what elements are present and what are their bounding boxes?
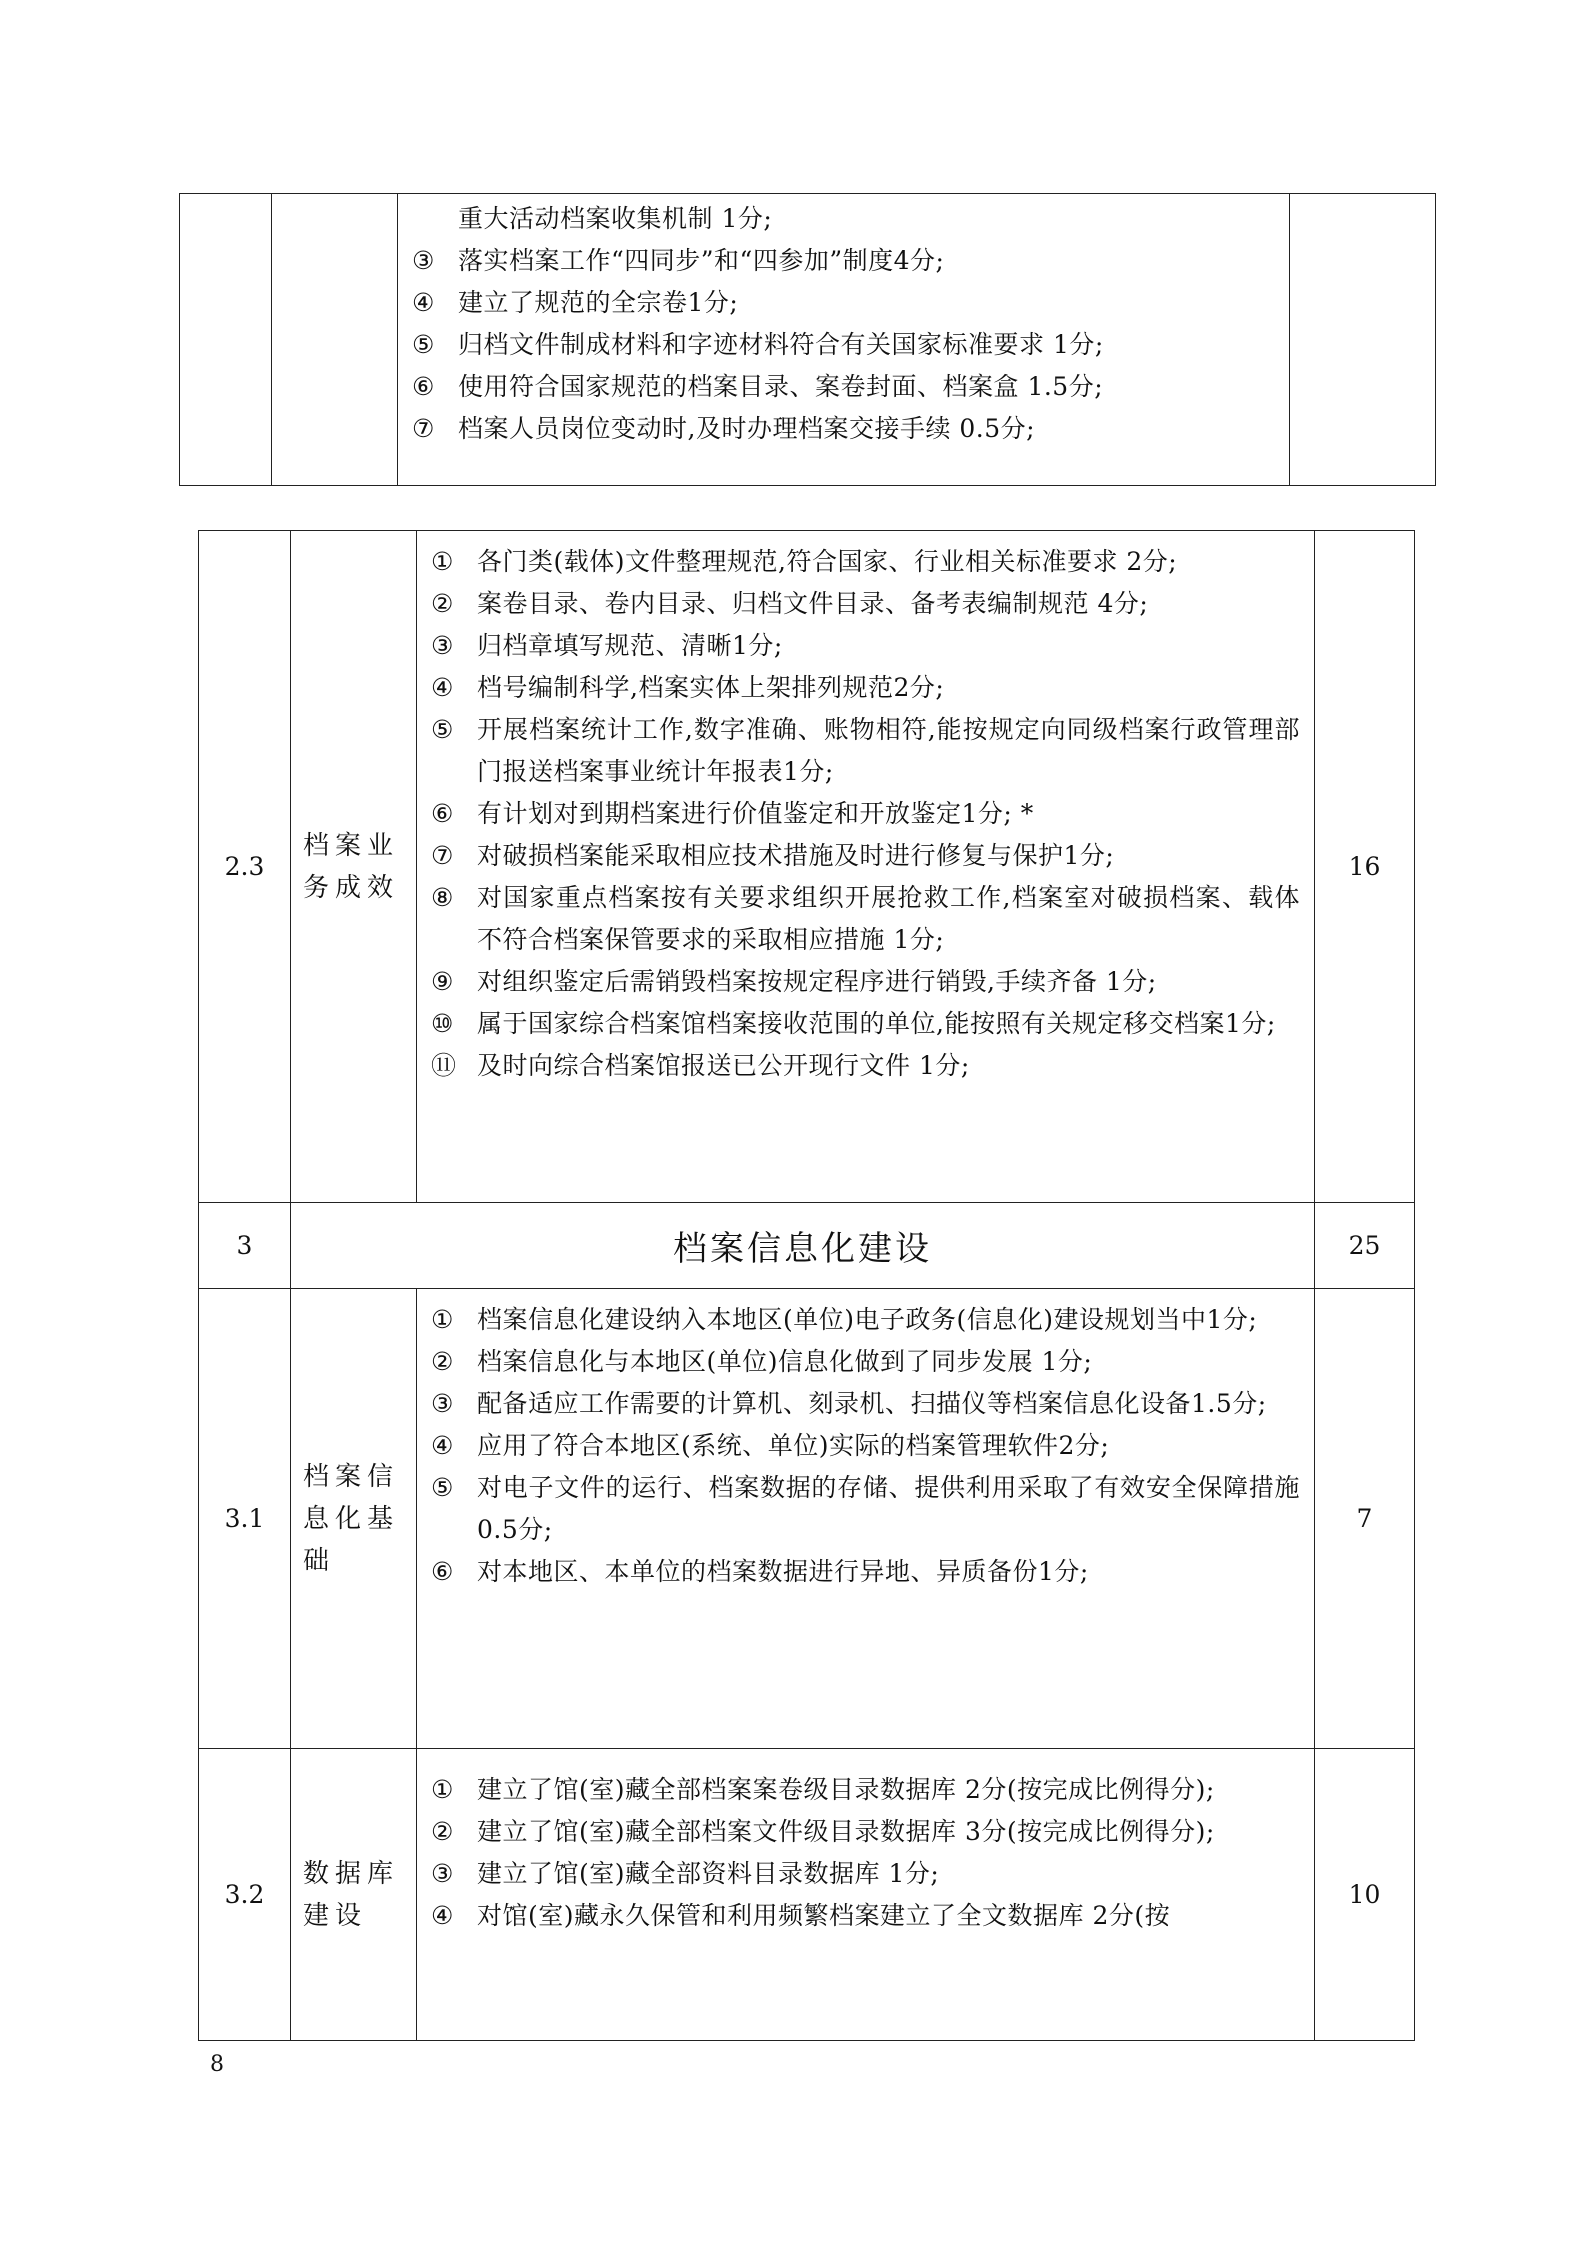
list-item: [431, 1895, 1300, 1937]
item-text: 档号编制科学,档案实体上架排列规范2分;: [477, 673, 945, 702]
item-list: [431, 541, 1300, 1087]
item-text: 属于国家综合档案馆档案接收范围的单位,能按照有关规定移交档案1分;: [477, 1009, 1276, 1038]
row-3-2: [199, 1749, 1415, 2041]
list-item: [431, 583, 1300, 625]
list-item: [431, 709, 1300, 793]
item-number: ⑪: [431, 1051, 457, 1080]
item-text: 落实档案工作“四同步”和“四参加”制度4分;: [458, 246, 945, 275]
list-item: [431, 1045, 1300, 1087]
score-table: [198, 530, 1415, 2041]
item-text: 对本地区、本单位的档案数据进行异地、异质备份1分;: [477, 1557, 1089, 1586]
item-text: 重大活动档案收集机制 1分;: [458, 204, 773, 233]
cell-id-empty: [180, 194, 272, 486]
item-number: ⑥: [431, 1557, 454, 1586]
item-number: ⑦: [431, 841, 454, 870]
list-item: [412, 366, 1275, 408]
item-number: ②: [431, 1347, 454, 1376]
list-item: [431, 667, 1300, 709]
item-text: 归档文件制成材料和字迹材料符合有关国家标准要求 1分;: [458, 330, 1104, 359]
item-text: 建立了馆(室)藏全部资料目录数据库 1分;: [477, 1859, 940, 1888]
row-items: [417, 1289, 1315, 1749]
row-name: 数据库建设: [291, 1749, 417, 2041]
item-text: 对馆(室)藏永久保管和利用频繁档案建立了全文数据库 2分(按: [477, 1901, 1171, 1930]
item-number: ⑥: [412, 372, 435, 401]
item-text: 及时向综合档案馆报送已公开现行文件 1分;: [477, 1051, 970, 1080]
item-number: ②: [431, 1817, 454, 1846]
list-item: [431, 1003, 1300, 1045]
row-id: 3.2: [199, 1749, 291, 2041]
row-items: [417, 1749, 1315, 2041]
row-items: [417, 531, 1315, 1203]
row-score: 10: [1315, 1749, 1415, 2041]
item-text: 档案信息化与本地区(单位)信息化做到了同步发展 1分;: [477, 1347, 1093, 1376]
item-number: [412, 198, 458, 240]
item-number: ⑤: [431, 1473, 454, 1502]
item-number: ⑧: [431, 883, 454, 912]
item-number: ⑦: [412, 414, 435, 443]
list-item: [431, 1383, 1300, 1425]
item-number: ①: [431, 1775, 454, 1804]
item-text: 对组织鉴定后需销毁档案按规定程序进行销毁,手续齐备 1分;: [477, 967, 1157, 996]
item-text: 有计划对到期档案进行价值鉴定和开放鉴定1分; *: [477, 799, 1034, 828]
item-number: ③: [431, 1389, 454, 1418]
item-number: ③: [431, 1859, 454, 1888]
list-item: [412, 198, 1275, 240]
list-item: [412, 324, 1275, 366]
row-score: 7: [1315, 1289, 1415, 1749]
item-text: 建立了馆(室)藏全部档案文件级目录数据库 3分(按完成比例得分);: [477, 1817, 1215, 1846]
item-number: ⑩: [431, 1009, 454, 1038]
item-list: [412, 198, 1275, 450]
section-id: 3: [199, 1203, 291, 1289]
item-text: 对国家重点档案按有关要求组织开展抢救工作,档案室对破损档案、载体不符合档案保管要求的采取相应措施 1分;: [477, 883, 1300, 954]
item-list: [431, 1769, 1300, 1937]
item-text: 各门类(载体)文件整理规范,符合国家、行业相关标准要求 2分;: [477, 547, 1178, 576]
list-item: [431, 1341, 1300, 1383]
item-text: 案卷目录、卷内目录、归档文件目录、备考表编制规范 4分;: [477, 589, 1149, 618]
list-item: [431, 1551, 1300, 1593]
cell-score-empty: [1290, 194, 1436, 486]
list-item: [431, 625, 1300, 667]
item-number: ④: [431, 1431, 454, 1460]
item-number: ⑤: [431, 715, 454, 744]
item-number: ④: [431, 673, 454, 702]
row-score: 16: [1315, 531, 1415, 1203]
list-item: [431, 1853, 1300, 1895]
row-id: 2.3: [199, 531, 291, 1203]
list-item: [431, 877, 1300, 961]
list-item: [431, 1811, 1300, 1853]
row-name: 档案业务成效: [291, 531, 417, 1203]
list-item: [412, 408, 1275, 450]
item-text: 对电子文件的运行、档案数据的存储、提供利用采取了有效安全保障措施0.5分;: [477, 1473, 1300, 1544]
item-number: ⑥: [431, 799, 454, 828]
list-item: [431, 835, 1300, 877]
list-item: [412, 282, 1275, 324]
section-score: 25: [1315, 1203, 1415, 1289]
row-name: 档案信息化基础: [291, 1289, 417, 1749]
item-number: ⑨: [431, 967, 454, 996]
item-text: 档案人员岗位变动时,及时办理档案交接手续 0.5分;: [458, 414, 1036, 443]
item-number: ①: [431, 547, 454, 576]
page-number: 8: [210, 2052, 224, 2077]
item-text: 使用符合国家规范的档案目录、案卷封面、档案盒 1.5分;: [458, 372, 1104, 401]
list-item: [431, 541, 1300, 583]
row-id: 3.1: [199, 1289, 291, 1749]
item-text: 档案信息化建设纳入本地区(单位)电子政务(信息化)建设规划当中1分;: [477, 1305, 1258, 1334]
list-item: [412, 240, 1275, 282]
item-text: 建立了馆(室)藏全部档案案卷级目录数据库 2分(按完成比例得分);: [477, 1775, 1215, 1804]
row-3-1: [199, 1289, 1415, 1749]
item-text: 归档章填写规范、清晰1分;: [477, 631, 783, 660]
item-number: ①: [431, 1305, 454, 1334]
item-text: 对破损档案能采取相应技术措施及时进行修复与保护1分;: [477, 841, 1115, 870]
list-item: [431, 793, 1300, 835]
continuation-table: [179, 193, 1436, 486]
cell-name-empty: [272, 194, 398, 486]
item-number: ③: [412, 246, 435, 275]
section-3-row: [199, 1203, 1415, 1289]
list-item: [431, 1467, 1300, 1551]
continuation-items: [398, 194, 1290, 486]
list-item: [431, 1769, 1300, 1811]
item-text: 应用了符合本地区(系统、单位)实际的档案管理软件2分;: [477, 1431, 1110, 1460]
item-text: 建立了规范的全宗卷1分;: [458, 288, 739, 317]
item-number: ⑤: [412, 330, 435, 359]
item-number: ④: [431, 1901, 454, 1930]
item-number: ②: [431, 589, 454, 618]
item-number: ③: [431, 631, 454, 660]
list-item: [431, 961, 1300, 1003]
item-list: [431, 1299, 1300, 1593]
list-item: [431, 1299, 1300, 1341]
item-text: 开展档案统计工作,数字准确、账物相符,能按规定向同级档案行政管理部门报送档案事业统计年报表1分;: [477, 715, 1300, 786]
item-number: ④: [412, 288, 435, 317]
row-2-3: [199, 531, 1415, 1203]
item-text: 配备适应工作需要的计算机、刻录机、扫描仪等档案信息化设备1.5分;: [477, 1389, 1267, 1418]
section-title: 档案信息化建设: [291, 1203, 1315, 1289]
list-item: [431, 1425, 1300, 1467]
